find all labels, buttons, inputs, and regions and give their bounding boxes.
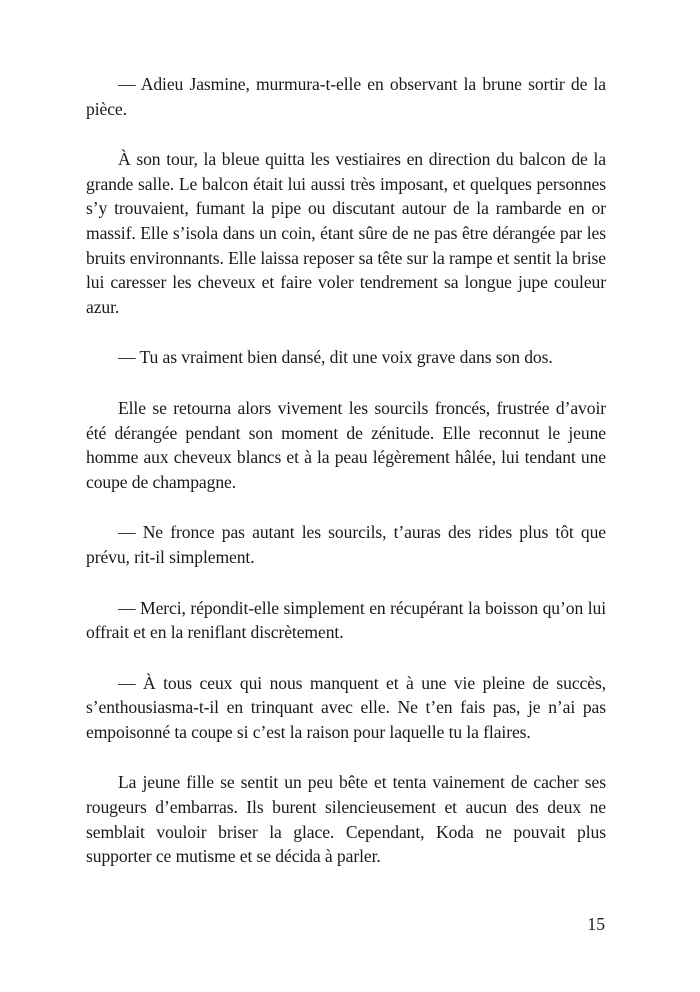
paragraph-1: — Adieu Jasmine, murmura-t-elle en observant la brune sortir de la pièce. <box>86 74 606 119</box>
paragraph-2: À son tour, la bleue quitta les vestiaires en direction du balcon de la grande salle. Le balcon était lui aussi très imposant, et quelques personnes s’y trouvaient, fumant la pipe ou discutant autour de la rambarde en or massif. Elle s’isola dans un coin, étant sûre de ne pas être dérangée par les bruits environnants. Elle laissa reposer sa tête sur la rampe et sentit la brise lui caresser les cheveux et faire voler tendrement sa longue jupe couleur azur. <box>86 149 606 317</box>
page-number: 15 <box>587 914 605 934</box>
paragraph-8: La jeune fille se sentit un peu bête et tenta vainement de cacher ses rougeurs d’embarras. Ils burent silencieusement et aucun des deux ne semblait vouloir briser la glace. Cependant, Koda ne pouvait plus supporter ce mutisme et se décida à parler. <box>86 772 606 867</box>
paragraph-4: Elle se retourna alors vivement les sourcils froncés, frustrée d’avoir été dérangée pendant son moment de zénitude. Elle reconnut le jeune homme aux cheveux blancs et à la peau légèrement hâlée, lui tendant une coupe de champagne. <box>86 397 606 492</box>
paragraph-6: — Merci, répondit-elle simplement en récupérant la boisson qu’on lui offrait et en la reniflant discrètement. <box>86 597 606 643</box>
paragraph-7: — À tous ceux qui nous manquent et à une vie pleine de succès, s’enthousiasma-t-il en trinquant avec elle. Ne t’en fais pas, je n’ai pas empoisonné ta coupe si c’est la raison pour laquelle tu la flaires. <box>86 672 606 742</box>
paragraph-5: — Ne fronce pas autant les sourcils, t’auras des rides plus tôt que prévu, rit-il simplement. <box>86 522 606 567</box>
page-body <box>86 72 606 895</box>
paragraph-3: — Tu as vraiment bien dansé, dit une voix grave dans son dos. <box>118 347 553 368</box>
